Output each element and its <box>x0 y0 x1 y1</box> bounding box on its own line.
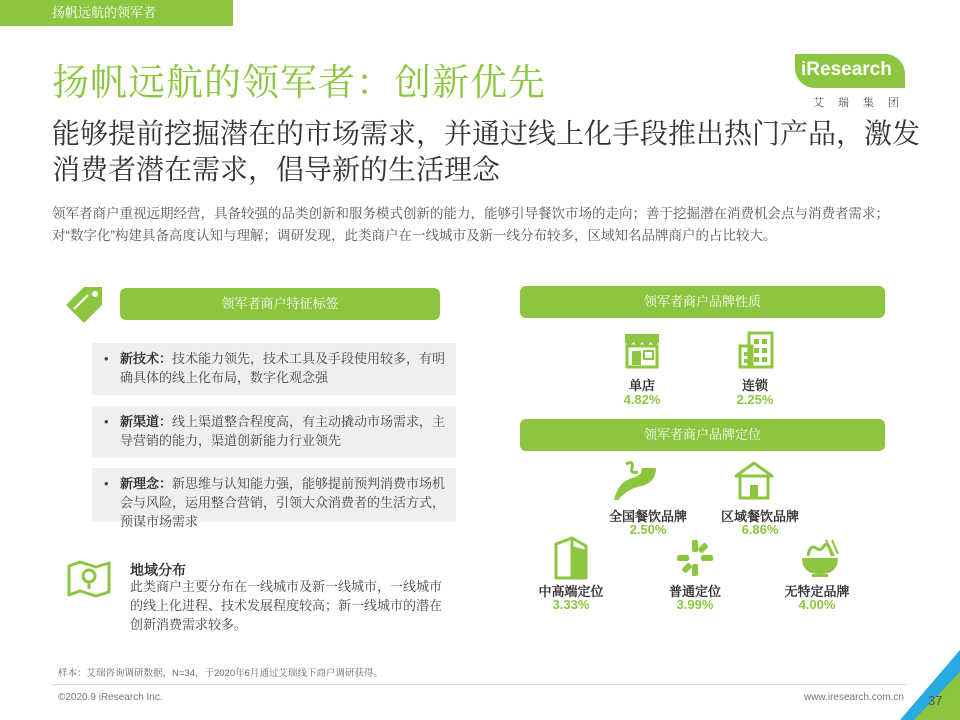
page-title: 扬帆远航的领军者：创新优先 <box>52 62 546 103</box>
road-icon <box>612 460 662 504</box>
logo-subtext: 艾瑞集团 <box>813 97 913 109</box>
bullet: • <box>104 351 109 366</box>
feature-text: 新思维与认知能力强，能够提前预判消费市场机会与风险，运用整合营销，引领大众消费者的生活方式，预谋市场需求 <box>120 476 446 529</box>
highend-label: 中高端定位 <box>538 584 604 599</box>
intro-paragraph: 领军者商户重视远期经营，具备较强的品类创新和服务模式创新的能力，能够引导餐饮市场的走向；善于挖掘潜在消费机会点与消费者需求；对“数字化”构建具备高度认知与理解；调研发现，此类商户在一线城市及新一线分布较多，区域知名品牌商户的占比较大。 <box>52 206 889 243</box>
noodle-bowl-icon <box>798 538 842 578</box>
region-title: 地域分布 <box>130 562 186 578</box>
chain-label: 连锁 <box>741 378 768 393</box>
iresearch-logo <box>795 54 915 112</box>
map-icon <box>66 558 112 598</box>
regional-brand-label: 区域餐饮品牌 <box>720 509 799 524</box>
feature-item-tech <box>92 343 456 395</box>
page-number: 37 <box>928 693 943 708</box>
regional-brand-value: 6.86% <box>741 522 779 537</box>
building-icon <box>737 330 775 370</box>
footer-divider <box>52 684 907 685</box>
brand-position-header: 领军者商户品牌定位 <box>520 419 885 451</box>
national-brand-label: 全国餐饮品牌 <box>608 509 687 524</box>
highend-value: 3.33% <box>552 597 590 612</box>
sparkle-icon <box>675 538 715 578</box>
no-brand-value: 4.00% <box>798 597 836 612</box>
corner-decoration <box>900 650 960 720</box>
feature-label: 新技术： <box>120 351 173 366</box>
normal-position-value: 3.99% <box>676 597 714 612</box>
features-header: 领军者商户特征标签 <box>120 288 440 320</box>
logo-text: iResearch <box>801 59 892 80</box>
house-icon <box>732 460 776 502</box>
single-store-label: 单店 <box>628 378 655 393</box>
feature-label: 新理念： <box>120 476 173 491</box>
no-brand-label: 无特定品牌 <box>784 584 850 599</box>
copyright: ©2020.9 iResearch Inc. <box>58 692 163 703</box>
chain-value: 2.25% <box>736 392 774 407</box>
brand-nature-header: 领军者商户品牌性质 <box>520 286 885 318</box>
bullet: • <box>104 476 109 491</box>
region-text: 此类商户主要分布在一线城市及新一线城市，一线城市的线上化进程、技术发展程度较高；新一线城市的潜在创新消费需求较多。 <box>130 579 443 632</box>
bullet: • <box>104 414 109 429</box>
tower-icon <box>552 536 590 580</box>
normal-position-label: 普通定位 <box>668 584 721 599</box>
feature-text: 线上渠道整合程度高，有主动撬动市场需求，主导营销的能力，渠道创新能力行业领先 <box>120 414 446 448</box>
single-store-value: 4.82% <box>623 392 661 407</box>
sample-footnote: 样本：艾瑞咨询调研数据，N=34，于2020年6月通过艾瑞线下商户调研获得。 <box>58 668 383 679</box>
feature-label: 新渠道： <box>120 414 173 429</box>
feature-item-channel <box>92 406 456 458</box>
feature-item-concept <box>92 468 456 529</box>
national-brand-value: 2.50% <box>629 522 667 537</box>
feature-text: 技术能力领先，技术工具及手段使用较多，有明确具体的线上化布局，数字化观念强 <box>120 351 446 385</box>
subtitle: 能够提前挖掘潜在的市场需求，并通过线上化手段推出热门产品，激发消费者潜在需求，倡导新的生活理念 <box>52 118 921 185</box>
price-tag-icon <box>62 283 108 323</box>
section-tab: 扬帆远航的领军者 <box>0 0 233 26</box>
website-link[interactable]: www.iresearch.com.cn <box>803 692 904 703</box>
storefront-icon <box>622 330 662 370</box>
